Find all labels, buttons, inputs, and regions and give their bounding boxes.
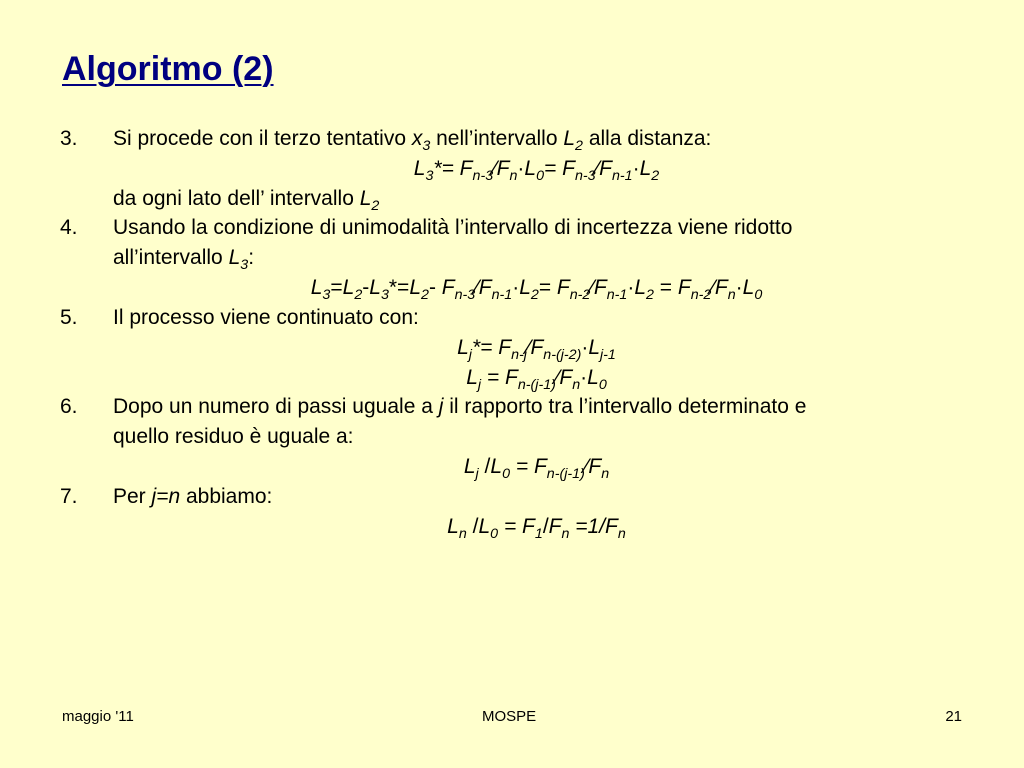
list-item-3 bbox=[60, 124, 960, 154]
formula-l3: $L_3=L_2-L_3*=L_2-$ $F_{n-3}⁄F_{n-1}\cdot L_2=$ $F_{n-2}⁄F_{n-1}\cdot L_2$ = $F_{n-2}⁄F_n\cdot L_0$ bbox=[310, 276, 763, 304]
footer-page-number: 21 bbox=[945, 708, 962, 725]
formula-lj: $L_j$ = $F_{n-(j-1)}⁄F_n\cdot L_0$ bbox=[466, 365, 607, 393]
item-text: Dopo un numero di passi uguale a j il rapporto tra l’intervallo determinato e quello residuo è uguale a: bbox=[113, 395, 807, 449]
item-3-continuation: da ogni lato dell’ intervallo $L_2$ bbox=[113, 186, 380, 214]
item-number: 3. bbox=[60, 127, 78, 150]
footer-date: maggio '11 bbox=[62, 708, 134, 725]
footer-course: MOSPE bbox=[482, 708, 537, 725]
item-number: 5. bbox=[60, 305, 78, 329]
formula-ratio-lj-l0: $L_j$ $/L_0$ = $F_{n-(j-1)}⁄F_n$ bbox=[463, 454, 610, 482]
slide-title: Algoritmo (2) bbox=[62, 50, 274, 88]
list-item-5 bbox=[60, 303, 960, 333]
formula-l3-star: $L_3*=$ $F_{n-3}⁄F_n\cdot L_0=$ $F_{n-3}⁄F_{n-1}\cdot L_2$ bbox=[413, 156, 660, 184]
formula-ratio-ln-l0: $L_n$ $/L_0 = F_1/F_n =1/F_n$ bbox=[447, 514, 626, 542]
list-item-4 bbox=[60, 213, 960, 273]
item-number: 4. bbox=[60, 216, 78, 240]
item-text: Il processo viene continuato con: bbox=[113, 305, 419, 329]
item-number: 7. bbox=[60, 484, 78, 508]
list-item-6 bbox=[60, 392, 960, 452]
item-text: Si procede con il terzo tentativo $x_3$ nell’intervallo $L_2$ alla distanza: bbox=[113, 127, 712, 154]
formula-lj-star: $L_j*=$ $F_{n-j}⁄F_{n-(j-2)}\cdot L_{j-1}$ bbox=[457, 335, 616, 363]
item-text: Per j=n abbiamo: bbox=[113, 484, 273, 508]
item-number: 6. bbox=[60, 395, 78, 419]
slide-body bbox=[60, 124, 960, 541]
item-text: Usando la condizione di unimodalità l’intervallo di incertezza viene ridotto all’intervallo $L_3$: bbox=[113, 216, 793, 274]
list-item-7 bbox=[60, 482, 960, 512]
